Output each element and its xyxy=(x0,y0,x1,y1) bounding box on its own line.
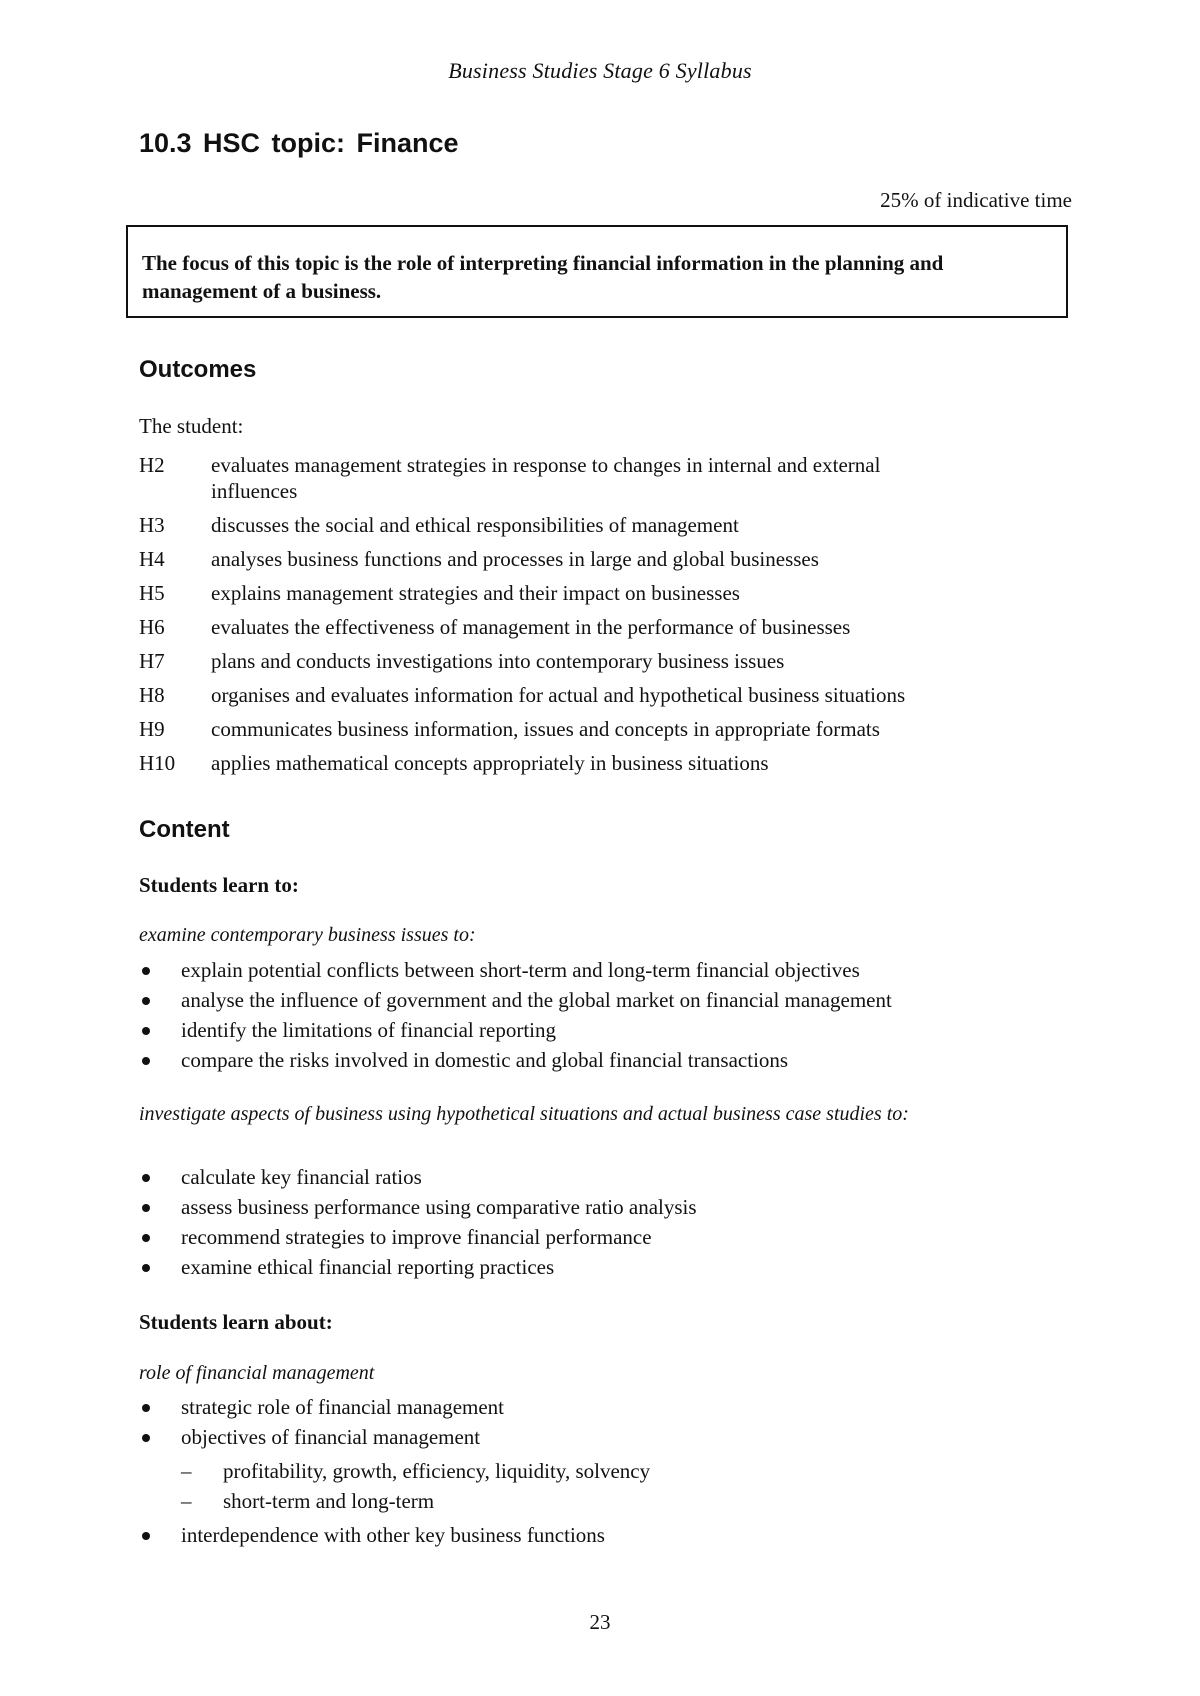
outcome-code: H10 xyxy=(139,751,176,775)
bullet-icon xyxy=(142,1234,150,1242)
learn-to-group-intro: investigate aspects of business using hypothetical situations and actual business case studies to: xyxy=(139,1103,909,1125)
learn-about-bullet-list xyxy=(139,1392,1099,1550)
outcome-code: H3 xyxy=(139,513,165,537)
bullet-icon xyxy=(142,1204,150,1212)
outcomes-intro: The student: xyxy=(139,414,244,438)
learn-about-label: Students learn about: xyxy=(139,1310,333,1334)
list-item-text: strategic role of financial management xyxy=(181,1395,505,1419)
outcome-text: plans and conducts investigations into contemporary business issues xyxy=(211,649,785,673)
outcome-row xyxy=(139,546,1079,572)
outcome-row xyxy=(139,750,1079,776)
list-item-text: interdependence with other key business functions xyxy=(181,1523,605,1547)
sub-list-item xyxy=(181,1456,1099,1486)
list-item xyxy=(139,985,1099,1015)
outcome-code: H6 xyxy=(139,615,165,639)
outcome-code: H2 xyxy=(139,453,165,477)
outcomes-heading: Outcomes xyxy=(139,356,257,383)
outcome-text: evaluates the effectiveness of management in the performance of businesses xyxy=(211,615,851,639)
bullet-icon xyxy=(142,997,150,1005)
running-header: Business Studies Stage 6 Syllabus xyxy=(448,58,752,83)
list-item xyxy=(139,1252,1099,1282)
bullet-icon xyxy=(142,1174,150,1182)
list-item xyxy=(139,1162,1099,1192)
list-item xyxy=(139,1422,1099,1516)
list-item-text: objectives of financial management xyxy=(181,1425,481,1449)
list-item-text: identify the limitations of financial reporting xyxy=(181,1018,556,1042)
bullet-icon xyxy=(142,1057,150,1065)
dash-icon: – xyxy=(181,1459,192,1483)
list-item-text: compare the risks involved in domestic and global financial transactions xyxy=(181,1048,789,1072)
learn-to-bullet-list xyxy=(139,1162,1099,1282)
outcome-text: discusses the social and ethical responsibilities of management xyxy=(211,513,739,537)
focus-text: The focus of this topic is the role of interpreting financial information in the planning and management of a business. xyxy=(142,251,944,303)
outcome-text: applies mathematical concepts appropriately in business situations xyxy=(211,751,769,775)
sub-bullet-list xyxy=(181,1456,1099,1516)
learn-to-group-intro: examine contemporary business issues to: xyxy=(139,924,476,946)
learn-to-bullet-list xyxy=(139,955,1099,1075)
bullet-icon xyxy=(142,1532,150,1540)
list-item-text: assess business performance using comparative ratio analysis xyxy=(181,1195,697,1219)
outcome-row xyxy=(139,682,1079,708)
bullet-icon xyxy=(142,1027,150,1035)
list-item xyxy=(139,955,1099,985)
outcome-row xyxy=(139,716,1079,742)
list-item-text: examine ethical financial reporting practices xyxy=(181,1255,555,1279)
outcome-text: organises and evaluates information for actual and hypothetical business situations xyxy=(211,683,906,707)
outcome-row xyxy=(139,614,1079,640)
list-item-text: calculate key financial ratios xyxy=(181,1165,422,1189)
sub-list-item-text: profitability, growth, efficiency, liquidity, solvency xyxy=(223,1459,651,1483)
content-heading: Content xyxy=(139,816,230,843)
outcome-row xyxy=(139,648,1079,674)
outcome-text: explains management strategies and their impact on businesses xyxy=(211,581,740,605)
list-item xyxy=(139,1520,1099,1550)
outcome-text: communicates business information, issues and concepts in appropriate formats xyxy=(211,717,880,741)
section-title: 10.3 HSC topic: Finance xyxy=(139,128,459,158)
sub-list-item xyxy=(181,1486,1099,1516)
outcome-code: H4 xyxy=(139,547,165,571)
outcome-text: analyses business functions and processes in large and global businesses xyxy=(211,547,819,571)
outcome-text: evaluates management strategies in response to changes in internal and external influences xyxy=(211,453,881,503)
list-item xyxy=(139,1015,1099,1045)
outcome-row xyxy=(139,580,1079,606)
outcomes-list xyxy=(139,452,1079,784)
list-item xyxy=(139,1392,1099,1422)
list-item-text: analyse the influence of government and the global market on financial management xyxy=(181,988,892,1012)
outcome-code: H5 xyxy=(139,581,165,605)
outcome-code: H8 xyxy=(139,683,165,707)
outcome-row xyxy=(139,452,1079,504)
dash-icon: – xyxy=(181,1489,192,1513)
outcome-code: H9 xyxy=(139,717,165,741)
bullet-icon xyxy=(142,967,150,975)
outcome-row xyxy=(139,512,1079,538)
list-item xyxy=(139,1192,1099,1222)
page-number: 23 xyxy=(589,1610,611,1634)
learn-to-label: Students learn to: xyxy=(139,873,299,897)
bullet-icon xyxy=(142,1404,150,1412)
list-item xyxy=(139,1045,1099,1075)
list-item xyxy=(139,1222,1099,1252)
sub-list-item-text: short-term and long-term xyxy=(223,1489,435,1513)
learn-about-intro: role of financial management xyxy=(139,1362,375,1384)
list-item-text: explain potential conflicts between short-term and long-term financial objectives xyxy=(181,958,860,982)
outcome-code: H7 xyxy=(139,649,165,673)
indicative-time: 25% of indicative time xyxy=(880,188,1072,212)
focus-box xyxy=(126,225,1068,318)
bullet-icon xyxy=(142,1434,150,1442)
bullet-icon xyxy=(142,1264,150,1272)
list-item-text: recommend strategies to improve financial performance xyxy=(181,1225,652,1249)
